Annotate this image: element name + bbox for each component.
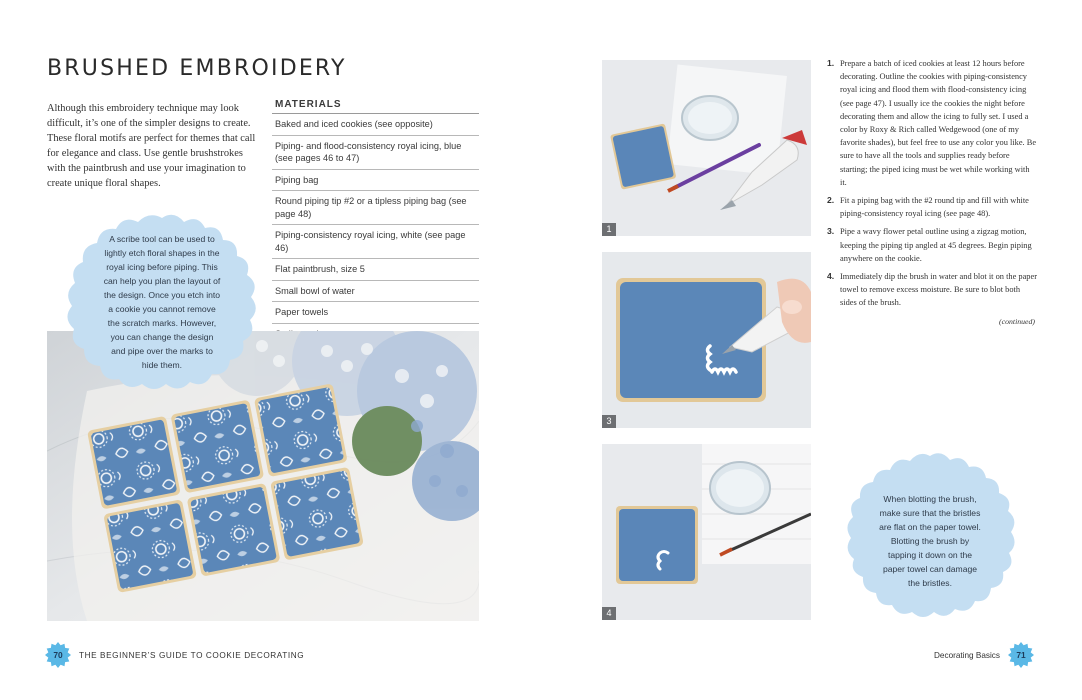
step-item <box>827 194 1037 220</box>
footer-right <box>934 642 1034 668</box>
tip-bubble-scribe <box>62 212 262 392</box>
step-number: 2. <box>827 195 835 206</box>
materials-heading: MATERIALS <box>272 99 479 114</box>
tip-text-left: A scribe tool can be used to lightly etch floral shapes in the royal icing before piping. This can help you plan the layout of the design. Once you etch into a cookie you cannot remove the scratch marks. However, you can change the design and pipe over the marks to hide them. <box>103 234 221 370</box>
supplies-illustration <box>602 60 811 236</box>
step-item <box>827 225 1037 265</box>
step-text: Prepare a batch of iced cookies at least 12 hours before decorating. Outline the cookies with piping-consistency royal icing and flood them with flood-consistency icing (see page 47). I usually ice the cookies the night before decorating them and allow the icing to fully set. I used a color by Roxy & Rich called Wedgewood (one of my favorite shades), but feel free to use any color you like. Be sure to have all the tools and supplies ready before starting; the piped icing must be wet while working with it. <box>840 59 1037 187</box>
tip-text-right: When blotting the brush, make sure that the bristles are flat on the paper towel. Blotting the brush by tapping it down on the paper towel can damage the bristles. <box>879 494 981 588</box>
step-photo-label: 3 <box>602 415 616 428</box>
material-item: Piping bag <box>272 170 479 192</box>
step-photo-3 <box>602 252 811 428</box>
continued-note: (continued) <box>999 316 1035 326</box>
step-text: Immediately dip the brush in water and blot it on the paper towel to remove excess moisture. Be sure to blot both sides of the brush. <box>840 272 1037 308</box>
material-item: Baked and iced cookies (see opposite) <box>272 114 479 136</box>
step-photo-label: 4 <box>602 607 616 620</box>
page-title: BRUSHED EMBROIDERY <box>47 56 347 81</box>
book-title: THE BEGINNER’S GUIDE TO COOKIE DECORATING <box>79 650 305 660</box>
footer-left <box>45 642 304 668</box>
piping-illustration <box>602 252 811 428</box>
step-number: 3. <box>827 226 835 237</box>
step-photo-4 <box>602 444 811 620</box>
instructions <box>827 57 1037 328</box>
step-photo-1 <box>602 60 811 236</box>
step-item <box>827 57 1037 189</box>
material-item: Paper towels <box>272 302 479 324</box>
step-text: Fit a piping bag with the #2 round tip and fill with white piping-consistency royal icing (see page 48). <box>840 196 1029 219</box>
blotting-illustration <box>602 444 811 620</box>
tip-bubble-blotting <box>841 452 1019 630</box>
step-item <box>827 270 1037 310</box>
step-number: 4. <box>827 271 835 282</box>
material-item: Piping- and flood-consistency royal icing, blue (see pages 46 to 47) <box>272 136 479 170</box>
material-item: Flat paintbrush, size 5 <box>272 259 479 281</box>
material-item: Small bowl of water <box>272 281 479 303</box>
material-item: Piping-consistency royal icing, white (see page 46) <box>272 225 479 259</box>
intro-paragraph: Although this embroidery technique may look difficult, it’s one of the simpler designs to create. These floral motifs are perfect for themes that call for elegance and class. Use gentle brushstrokes with the paintbrush and use your imagination to create unique floral shapes. <box>47 103 256 189</box>
page-number: 70 <box>53 650 63 660</box>
page-number-badge <box>45 642 71 668</box>
step-photo-label: 1 <box>602 223 616 236</box>
page-number: 71 <box>1016 650 1026 660</box>
page-number-badge <box>1008 642 1034 668</box>
materials-list <box>272 99 479 344</box>
step-number: 1. <box>827 58 835 68</box>
step-text: Pipe a wavy flower petal outline using a zigzag motion, keeping the piping tip angled at 45 degrees. Begin piping anywhere on the cookie. <box>840 227 1032 263</box>
material-item: Round piping tip #2 or a tipless piping bag (see page 48) <box>272 191 479 225</box>
chapter-title: Decorating Basics <box>934 650 1000 660</box>
